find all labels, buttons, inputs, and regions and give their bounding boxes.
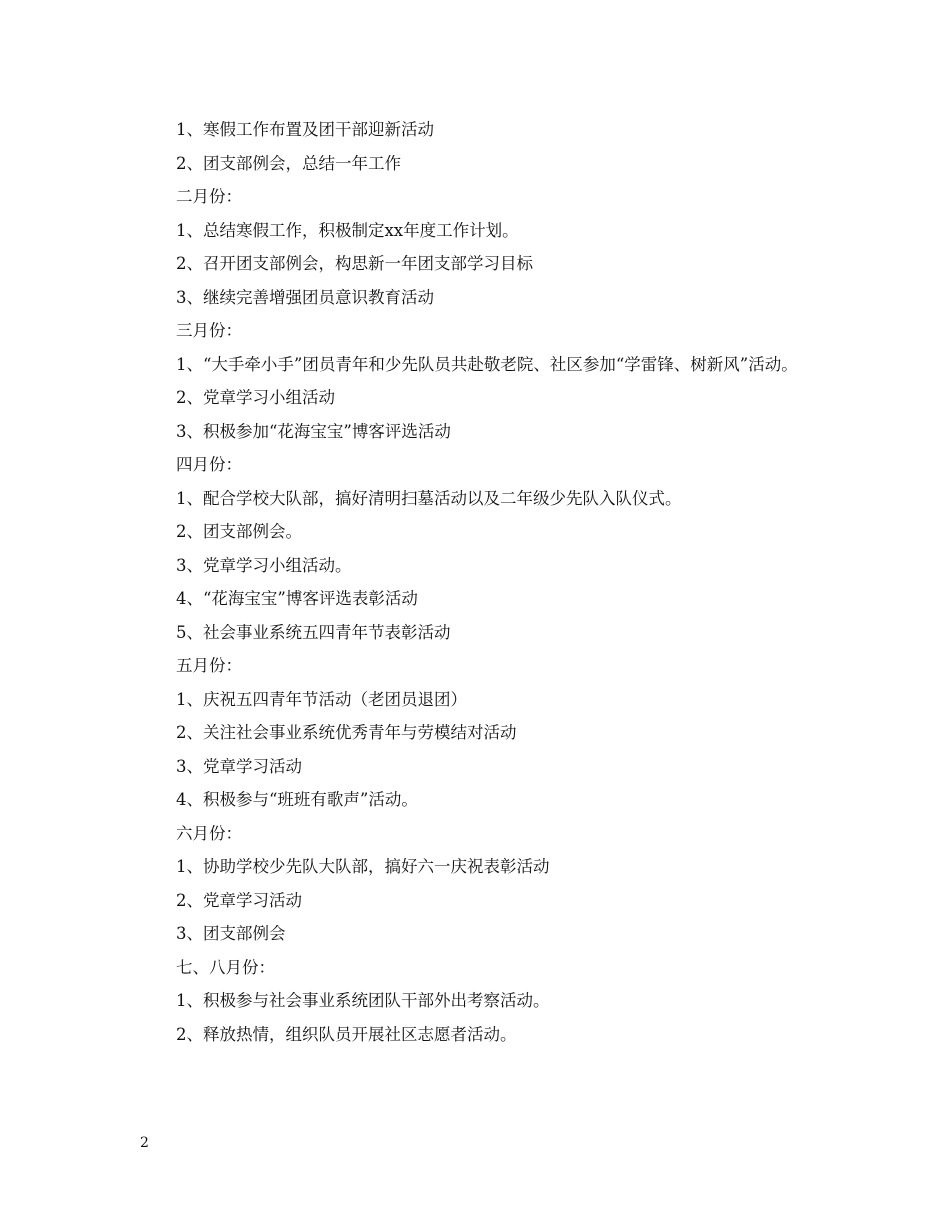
text-line: 2、关注社会事业系统优秀青年与劳模结对活动 [176,723,517,742]
text-line: 1、协助学校少先队大队部，搞好六一庆祝表彰活动 [176,857,550,876]
text-line: 1、总结寒假工作，积极制定xx年度工作计划。 [176,220,519,240]
text-line: 4、“花海宝宝”博客评选表彰活动 [176,589,418,608]
text-line: 1、配合学校大队部，搞好清明扫墓活动以及二年级少先队入队仪式。 [176,488,682,508]
section-heading: 二月份： [176,187,242,206]
text-line: 2、党章学习活动 [176,890,302,910]
text-line: 3、团支部例会 [176,924,286,943]
section-heading: 五月份： [176,656,242,675]
text-line: 2、召开团支部例会，构思新一年团支部学习目标 [176,254,533,273]
text-line: 1、“大手牵小手”团员青年和少先队员共赴敬老院、社区参加“学雷锋、树新风”活动。 [176,354,798,374]
section-heading: 七、八月份： [176,957,275,977]
document-body [140,113,820,1051]
text-line: 3、党章学习小组活动。 [176,555,352,575]
text-line: 1、寒假工作布置及团干部迎新活动 [176,120,434,139]
text-line: 1、积极参与社会事业系统团队干部外出考察活动。 [176,991,550,1010]
section-heading: 四月份： [176,455,242,474]
section-heading: 六月份： [176,823,242,843]
page-number: 2 [140,1135,149,1151]
text-line: 2、团支部例会。 [176,522,302,541]
text-line: 5、社会事业系统五四青年节表彰活动 [176,622,451,642]
text-line: 3、党章学习活动 [176,756,302,776]
text-line: 3、继续完善增强团员意识教育活动 [176,287,434,307]
text-line: 2、团支部例会，总结一年工作 [176,153,401,173]
text-line: 4、积极参与“班班有歌声”活动。 [176,790,418,809]
section-heading: 三月份： [176,321,242,340]
text-line: 1、庆祝五四青年节活动（老团员退团） [176,689,467,709]
text-line: 3、积极参加“花海宝宝”博客评选活动 [176,421,451,441]
text-line: 2、党章学习小组活动 [176,388,335,407]
text-line: 2、释放热情，组织队员开展社区志愿者活动。 [176,1024,517,1044]
